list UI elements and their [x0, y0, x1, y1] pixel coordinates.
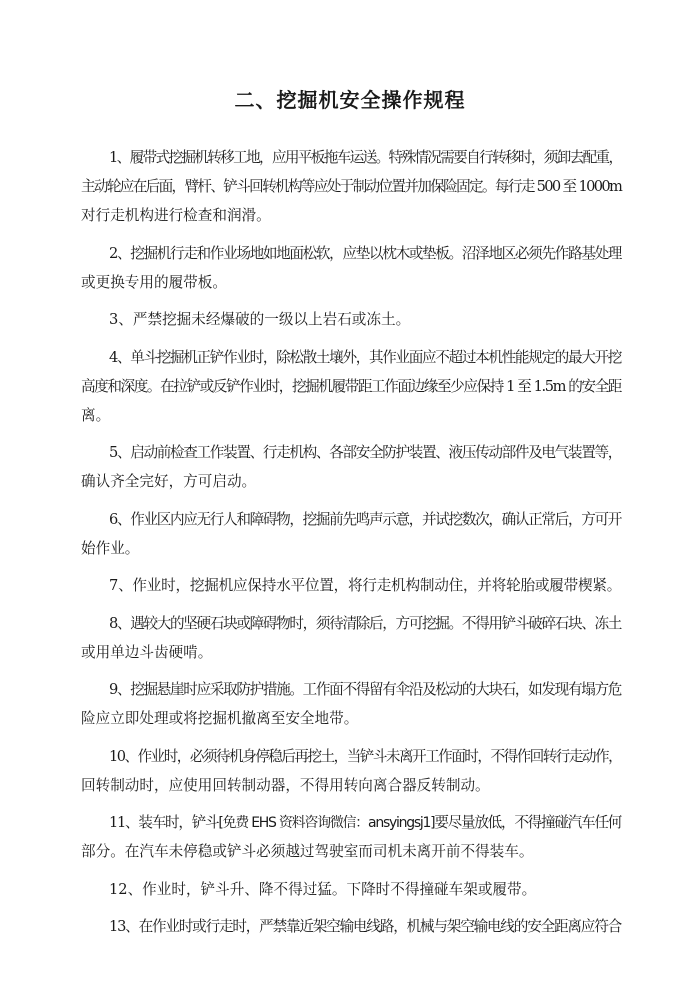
text-line: 或用单边斗齿硬啃。 — [81, 643, 213, 661]
text-line: 12、作业时，铲斗升、降不得过猛。下降时不得撞碰车架或履带。 — [109, 880, 537, 898]
text-line: 8、遇较大的坚硬石块或障碍物时，须待清除后，方可挖掘。不得用铲斗破碎石块、冻土 — [109, 614, 621, 632]
text-line: 2、挖掘机行走和作业场地如地面松软，应垫以枕木或垫板。沼泽地区必须先作路基处理 — [109, 244, 621, 262]
text-segment: 11、装车时，铲斗 — [109, 814, 219, 831]
text-line: 6、作业区内应无行人和障碍物，挖掘前先鸣声示意，并试挖数次，确认正常后，方可开 — [109, 510, 621, 528]
paragraph-13 — [81, 912, 621, 941]
text-line: 险应立即处理或将挖掘机撤离至安全地带。 — [81, 710, 359, 727]
paragraph-2 — [81, 239, 621, 297]
text-line: 1、履带式挖掘机转移工地，应用平板拖车运送。特殊情况需要自行转移时，须卸去配重， — [109, 149, 622, 166]
paragraph-4 — [81, 343, 621, 430]
paragraph-10 — [81, 742, 621, 800]
text-line: 主动轮应在后面，臂杆、铲斗回转机构等应处于制动位置并加保险固定。每行走 500 至 1000m — [81, 178, 622, 195]
text-line: 3、严禁挖掘未经爆破的一级以上岩石或冻土。 — [109, 311, 411, 328]
text-line: 部分。在汽车未停稳或铲斗必须越过驾驶室而司机未离开前不得装车。 — [81, 843, 534, 860]
text-line: 确认齐全完好，方可启动。 — [81, 473, 257, 490]
text-line: 始作业。 — [81, 539, 140, 557]
text-line: 或更换专用的履带板。 — [81, 273, 227, 291]
text-line: 对行走机构进行检查和润滑。 — [81, 207, 271, 224]
paragraph-5 — [81, 438, 621, 496]
paragraph-12 — [81, 875, 621, 904]
text-line: 5、启动前检查工作装置、行走机构、各部安全防护装置、液压传动部件及电气装置等， — [109, 444, 621, 461]
text-line: 离。 — [81, 406, 111, 424]
text-line: 高度和深度。在拉铲或反铲作业时，挖掘机履带距工作面边缘至少应保持 1 至 1.5m 的安全距 — [81, 377, 621, 395]
document-body — [81, 143, 621, 950]
text-line: 回转制动时，应使用回转制动器，不得用转向离合器反转制动。 — [81, 776, 490, 794]
paragraph-1 — [81, 143, 621, 230]
paragraph-11 — [81, 808, 621, 866]
paragraph-8 — [81, 609, 621, 667]
paragraph-3 — [81, 305, 621, 334]
paragraph-6 — [81, 505, 621, 563]
text-line: 4、单斗挖掘机正铲作业时，除松散土壤外，其作业面应不超过本机性能规定的最大开挖 — [109, 348, 621, 366]
paragraph-9 — [81, 675, 621, 733]
text-line — [81, 808, 621, 837]
text-line: 7、作业时，挖掘机应保持水平位置，将行走机构制动住，并将轮胎或履带楔紧。 — [109, 577, 622, 594]
watermark-text: [免费 EHS 资料咨询微信：ansyingsj1] — [218, 815, 435, 831]
text-segment: 要尽量放低，不得撞碰汽车任何 — [434, 814, 621, 831]
text-line: 10、作业时，必须待机身停稳后再挖土，当铲斗未离开工作面时，不得作回转行走动作， — [109, 747, 622, 765]
paragraph-7 — [81, 571, 621, 600]
page-title: 二、挖掘机安全操作规程 — [234, 88, 466, 112]
text-line: 13、在作业时或行走时，严禁靠近架空输电线路，机械与架空输电线的安全距离应符合 — [109, 918, 621, 935]
text-line: 9、挖掘悬崖时应采取防护措施。工作面不得留有伞沿及松动的大块石，如发现有塌方危 — [109, 681, 621, 698]
